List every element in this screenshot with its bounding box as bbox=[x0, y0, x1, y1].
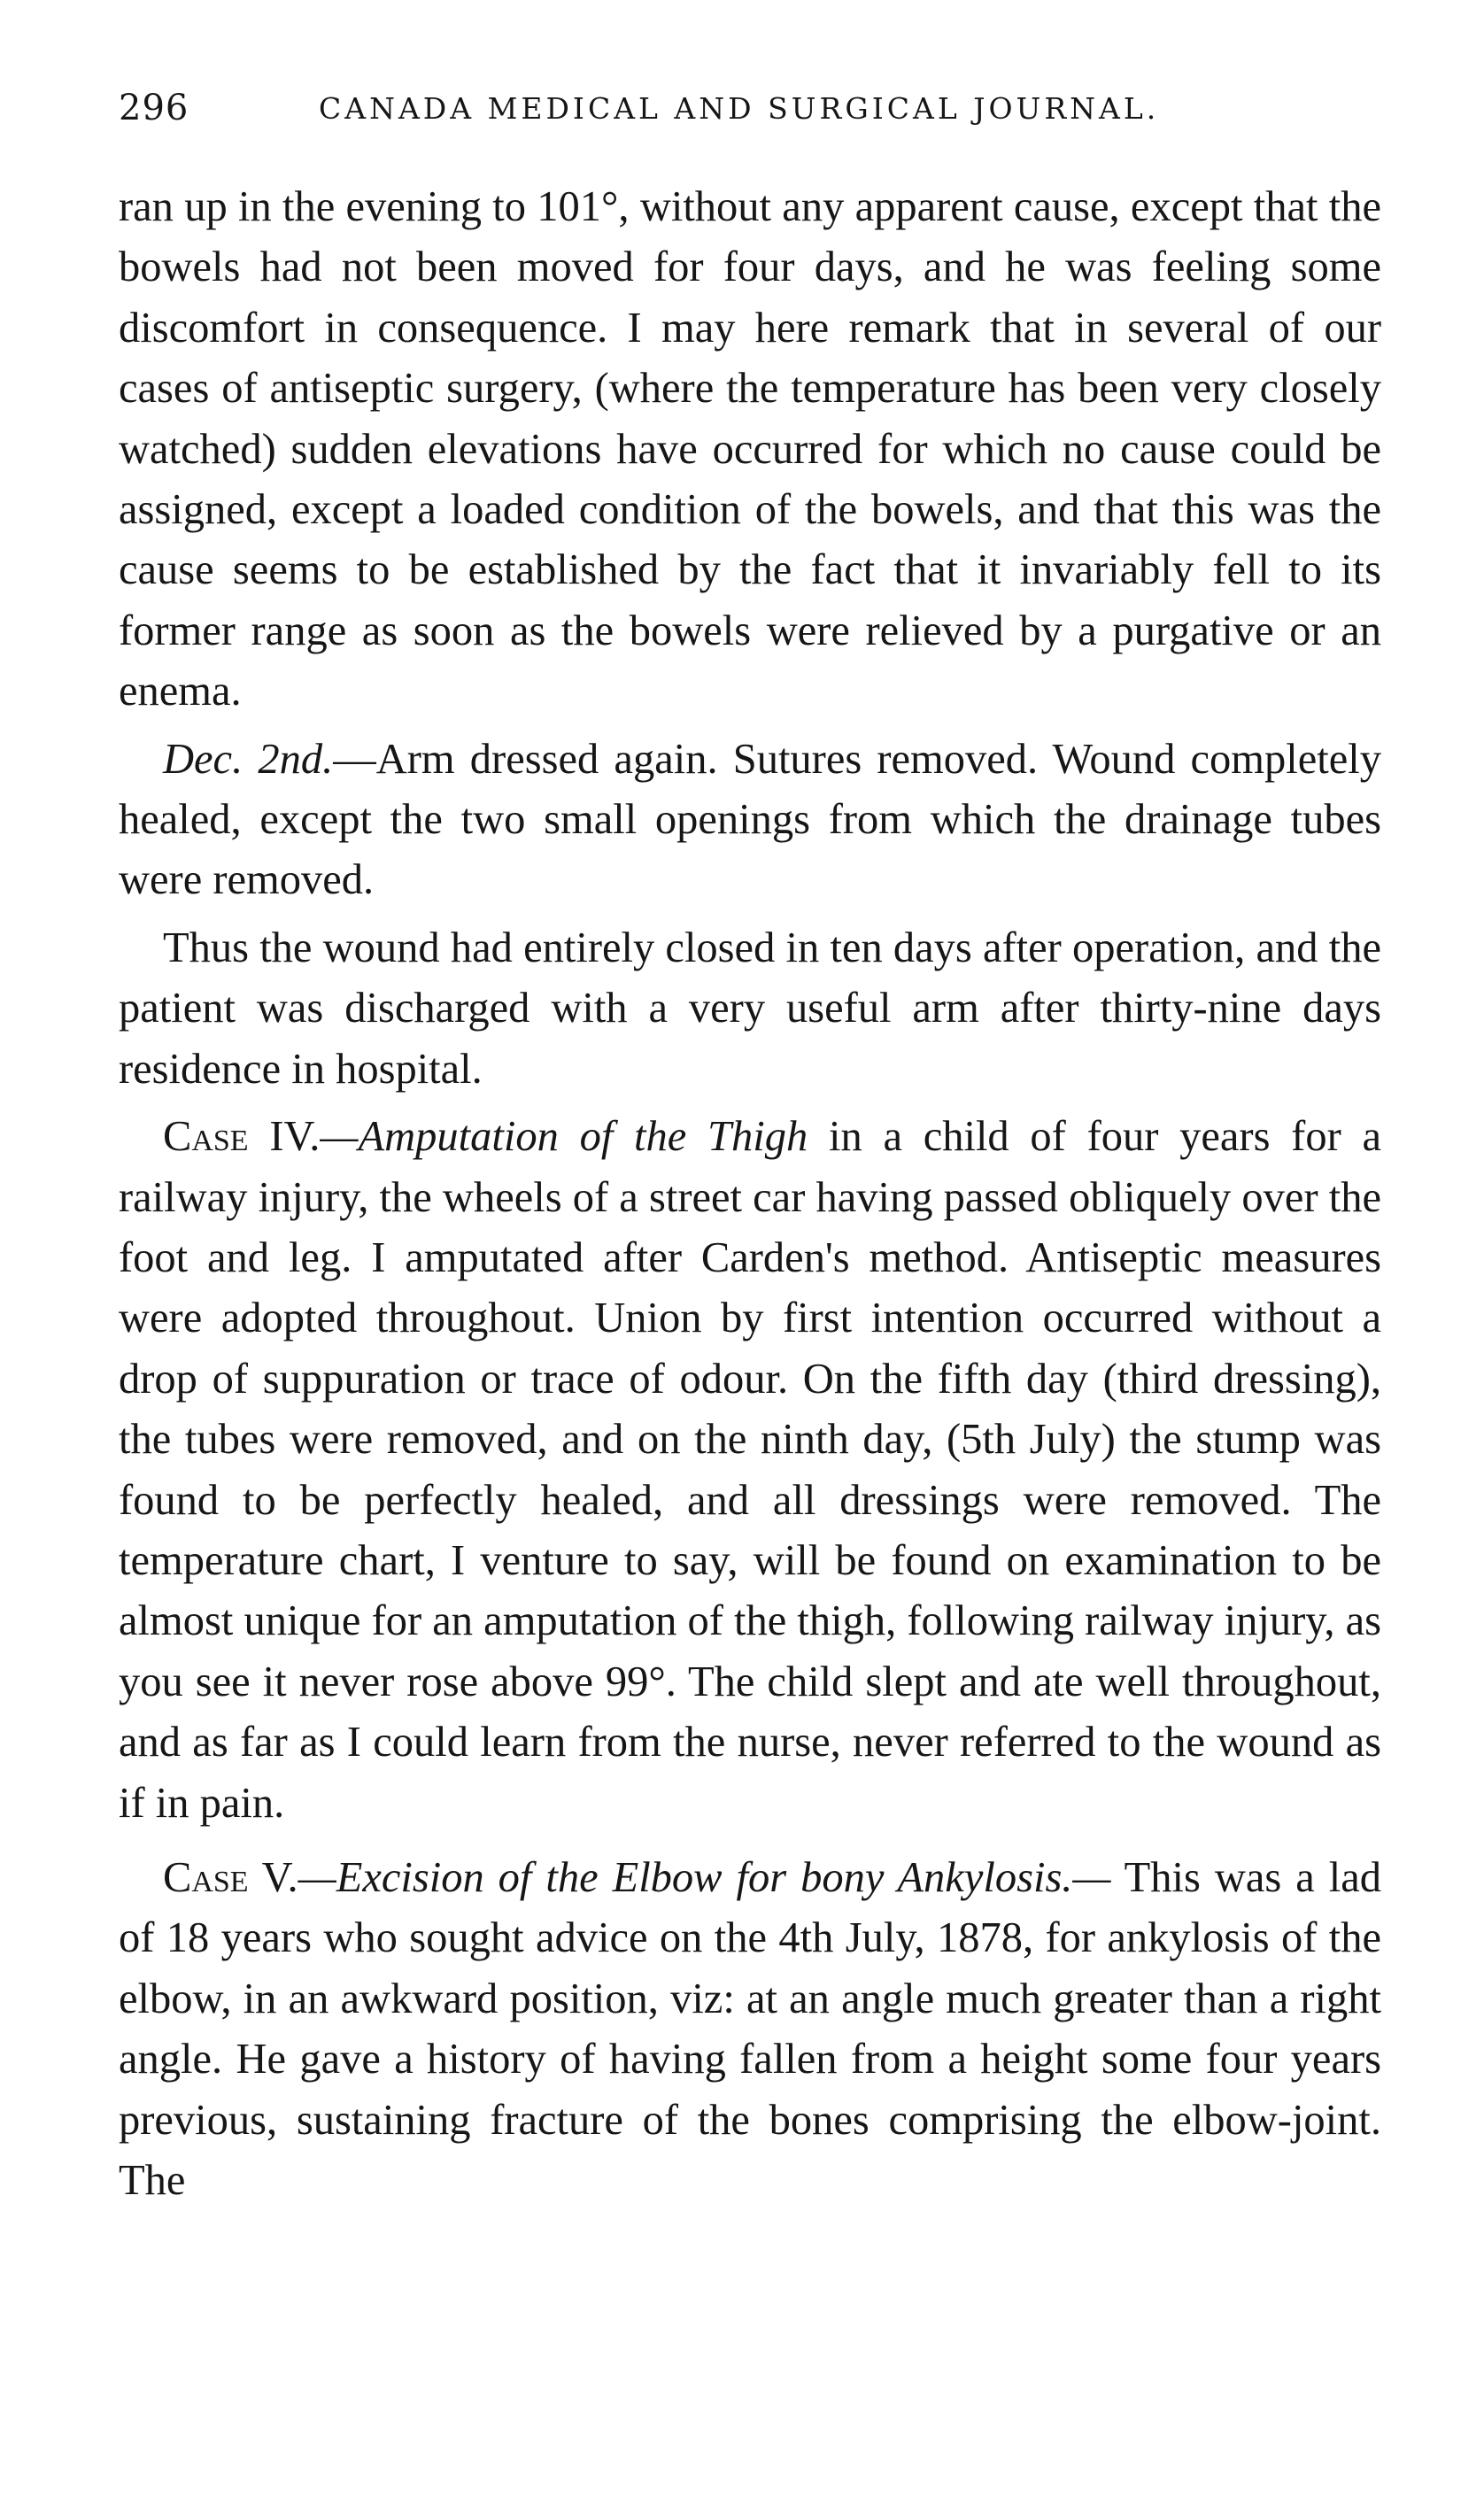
paragraph-dec-2nd bbox=[119, 730, 1381, 911]
case-label: Case V. bbox=[163, 1853, 298, 1901]
case-label: Case IV. bbox=[163, 1113, 321, 1161]
paragraph-discharge: Thus the wound had entirely closed in ten days after operation, and the patient was discharged with a very useful arm after thirty-nine days residence in hospital. bbox=[119, 924, 1381, 1093]
date-label: Dec. 2nd. bbox=[163, 735, 334, 783]
paragraph-case-v bbox=[119, 1848, 1381, 2211]
paragraph-temperature-note: ran up in the evening to 101°, without any apparent cause, except that the bowels had not been moved for four days, and he was feeling some discomfort in consequence. I may here remark that in several of our cases of antiseptic surgery, (where the temperature has been very closely watched) sudden elevations have occurred for which no cause could be assigned, except a loaded condition of the bowels, and that this was the cause seems to be established by the fact that it invariably fell to its former range as soon as the bowels were relieved by a purgative or an enema. bbox=[119, 183, 1381, 715]
case-title: —Amputation of the Thigh bbox=[320, 1113, 808, 1161]
case-title: —Excision of the Elbow for bony Ankylosis.— bbox=[298, 1853, 1111, 1901]
paragraph-text: in a child of four years for a railway injury, the wheels of a street car having passed obliquely over the foot and leg. I amputated after Carden's method. Antiseptic measures were adopted throughout. Union by first intention occurred without a drop of suppuration or trace of odour. On the fifth day (third dressing), the tubes were removed, and on the ninth day, (5th July) the stump was found to be perfectly healed, and all dressings were removed. The temperature chart, I venture to say, will be found on examination to be almost unique for an amputation of the thigh, following railway injury, as you see it never rose above 99°. The child slept and ate well throughout, and as far as I could learn from the nurse, never referred to the wound as if in pain. bbox=[119, 1113, 1381, 1827]
paragraph-text: This was a lad of 18 years who sought advice on the 4th July, 1878, for ankylosis of the elbow, in an awkward position, viz: at an angle much greater than a right angle. He gave a history of having fallen from a height some four years previous, sustaining fracture of the bones comprising the elbow-joint. The bbox=[119, 1853, 1381, 2204]
paragraph-text: —Arm dressed again. Sutures removed. Wound completely healed, except the two small openings from which the drainage tubes were removed. bbox=[119, 735, 1381, 904]
paragraph-case-iv bbox=[119, 1107, 1381, 1834]
article-body bbox=[119, 177, 1381, 2211]
page-header bbox=[119, 81, 1381, 135]
page-number: 296 bbox=[119, 88, 189, 128]
running-title: CANADA MEDICAL AND SURGICAL JOURNAL. bbox=[319, 91, 1160, 126]
